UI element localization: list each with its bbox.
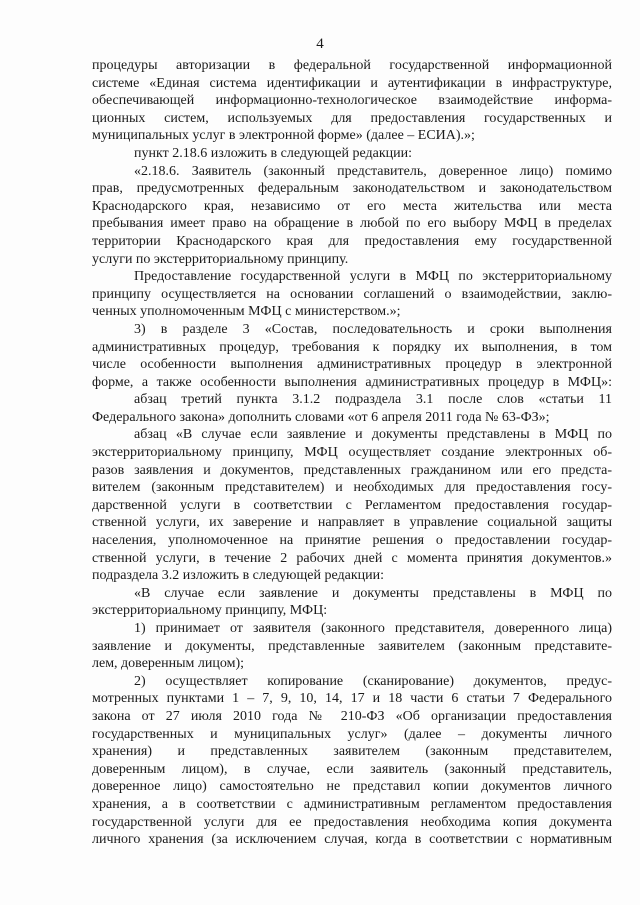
text-line: вителем (законным представителем) и необходимых для предоставления госу- bbox=[92, 480, 612, 496]
text-line: абзац третий пункта 3.1.2 подраздела 3.1 после слов «статьи 11 bbox=[134, 392, 612, 408]
text-line: мотренных пунктами 1 – 7, 9, 10, 14, 17 и 18 части 6 статьи 7 Федерального bbox=[92, 691, 612, 707]
text-line: пребывания имеет право на обращение в любой по его выбору МФЦ в пределах bbox=[92, 216, 612, 232]
text-line: Предоставление государственной услуги в МФЦ по экстерриториальному bbox=[134, 269, 612, 285]
text-line: хранения) и представленных заявителем (законным представителем, bbox=[92, 744, 612, 760]
text-line: 1) принимает от заявителя (законного представителя, доверенного лица) bbox=[134, 621, 612, 636]
text-line: лем, доверенным лицом); bbox=[92, 656, 245, 672]
text-line: Федерального закона» дополнить словами «от 6 апреля 2011 года № 63-ФЗ»; bbox=[92, 409, 550, 425]
text-line: «2.18.6. Заявитель (законный представитель, доверенное лицо) помимо bbox=[134, 163, 612, 179]
text-line: разов заявления и документов, представленных гражданином или его предста- bbox=[92, 462, 612, 478]
document-body bbox=[92, 57, 612, 849]
text-line: государственной услуги для ее предоставления необходима копия документа bbox=[92, 814, 612, 830]
text-line: дарственной услуги в соответствии с Регламентом предоставления государ- bbox=[92, 497, 612, 513]
text-line: муниципальных услуг в электронной форме» (далее – ЕСИА).»; bbox=[92, 128, 475, 144]
text-line: прав, предусмотренных федеральным законодательством и законодательством bbox=[92, 181, 612, 197]
text-line: экстерриториальному принципу, МФЦ осуществляет создание электронных об- bbox=[92, 445, 612, 461]
text-line: личного хранения (за исключением случая, когда в соответствии с нормативным bbox=[92, 832, 612, 848]
text-line: обеспечивающей информационно-технологическое взаимодействие информа- bbox=[92, 93, 612, 109]
text-line: экстерриториальному принципу, МФЦ: bbox=[92, 603, 328, 619]
text-line: 2) осуществляет копирование (сканирование) документов, предус- bbox=[134, 673, 612, 689]
text-line: территории Краснодарского края для предоставления ему государственной bbox=[92, 233, 612, 249]
text-line: ственной услуги, в течение 2 рабочих дней с момента принятия документов.» bbox=[92, 550, 612, 566]
text-line: доверенное лицо) самостоятельно не представил копии документов личного bbox=[92, 779, 612, 795]
text-line: доверенным лицом), в случае, если заявитель (законный представитель, bbox=[92, 761, 612, 777]
text-line: услуги по экстерриториальному принципу. bbox=[92, 251, 349, 267]
text-line: подраздела 3.2 изложить в следующей редакции: bbox=[92, 568, 385, 584]
text-line: пункт 2.18.6 изложить в следующей редакции: bbox=[134, 145, 412, 161]
text-line: процедуры авторизации в федеральной государственной информационной bbox=[92, 58, 612, 73]
text-line: абзац «В случае если заявление и документы представлены в МФЦ по bbox=[134, 427, 612, 443]
text-line: числе особенности выполнения административных процедур в электронной bbox=[92, 357, 612, 373]
text-line: 3) в разделе 3 «Состав, последовательность и сроки выполнения bbox=[134, 321, 612, 337]
text-line: принципу осуществляется на основании соглашений о взаимодействии, заклю- bbox=[92, 286, 612, 302]
text-line: форме, а также особенности выполнения административных процедур в МФЦ»: bbox=[92, 374, 612, 390]
text-line: «В случае если заявление и документы представлены в МФЦ по bbox=[134, 585, 612, 601]
text-line: административных процедур, требования к порядку их выполнения, в том bbox=[92, 339, 612, 355]
text-line: ственной услуги, их заверение и направляет в управление социальной защиты bbox=[92, 515, 612, 531]
text-line: закона от 27 июля 2010 года № 210-ФЗ «Об организации предоставления bbox=[92, 708, 612, 724]
text-line: ченных уполномоченным МФЦ с министерством.»; bbox=[92, 304, 401, 320]
page-number: 4 bbox=[316, 36, 324, 52]
text-line: хранения, а в соответствии с административным регламентом предоставления bbox=[92, 796, 612, 812]
text-line: населения, уполномоченное на принятие решения о предоставлении государ- bbox=[92, 533, 612, 549]
text-line: ционных систем, используемых для предоставления государственных и bbox=[92, 110, 612, 126]
text-line: Краснодарского края, независимо от его места жительства или места bbox=[92, 198, 612, 214]
text-line: системе «Единая система идентификации и аутентификации в инфраструктуре, bbox=[92, 75, 612, 91]
text-line: заявление и документы, представленные заявителем (законным представите- bbox=[92, 638, 612, 654]
text-line: государственных и муниципальных услуг» (далее – документы личного bbox=[92, 726, 612, 742]
